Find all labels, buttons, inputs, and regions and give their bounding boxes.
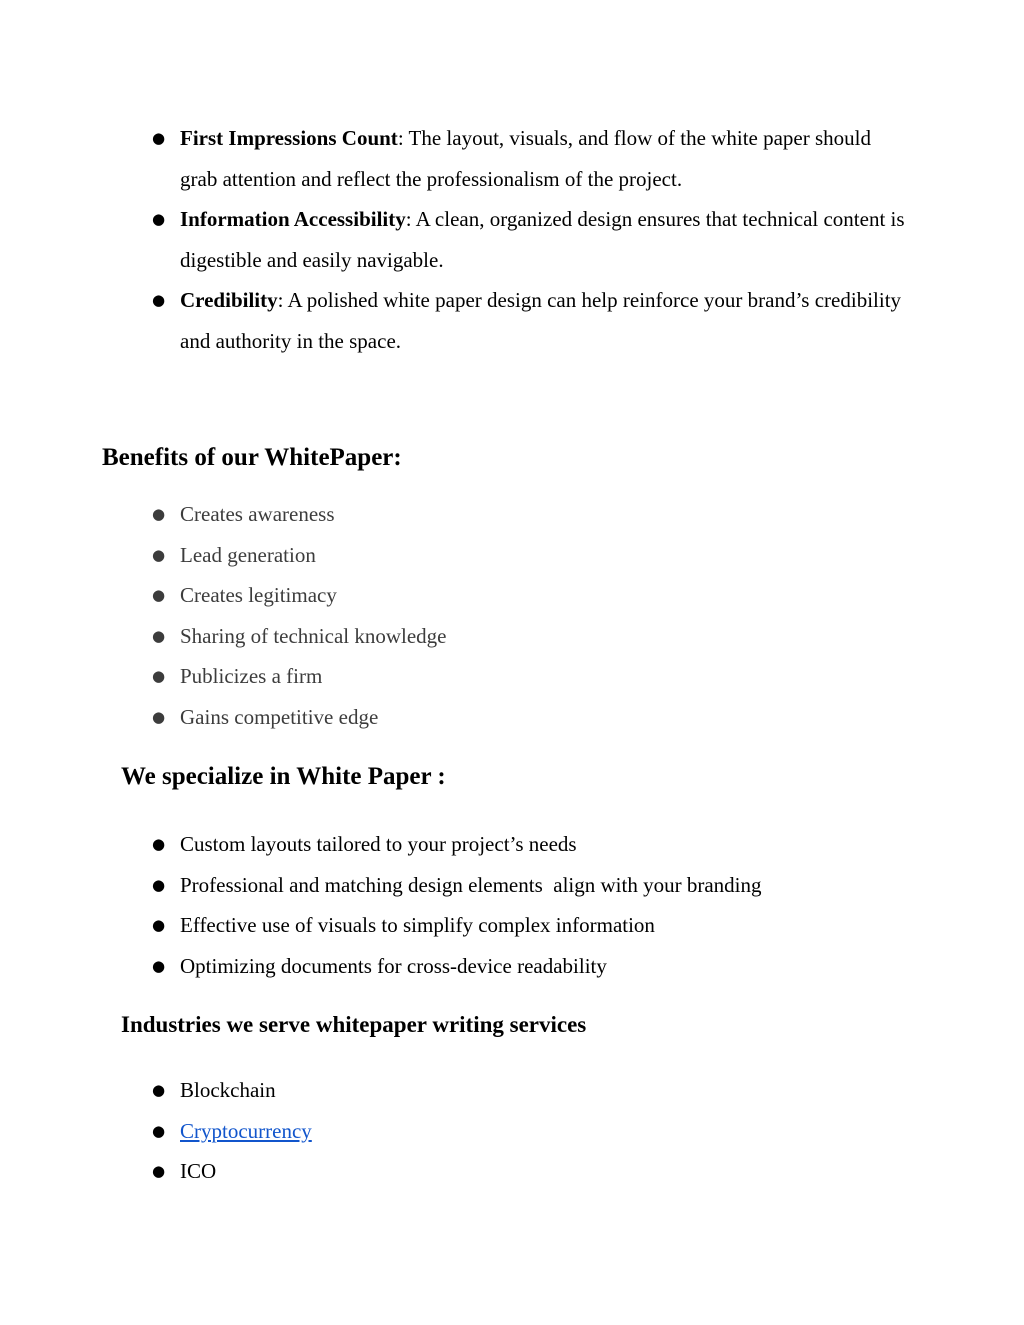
list-item [120,824,761,865]
list-item [120,118,910,199]
specialize-list [120,824,761,986]
list-item [120,1151,312,1192]
bullet-icon: ● [152,956,166,975]
list-item [120,656,447,697]
cryptocurrency-link[interactable]: Cryptocurrency [180,1118,312,1143]
list-item [120,946,761,987]
list-item-label: Effective use of visuals to simplify complex information [180,913,655,938]
bullet-icon: ● [152,1162,166,1181]
bullet-icon: ● [152,626,166,645]
list-item [120,865,761,906]
intro-points-list [120,118,910,361]
bullet-icon: ● [152,586,166,605]
list-item-label: Sharing of technical knowledge [180,623,447,648]
bullet-icon: ● [152,1081,166,1099]
bullet-icon: ● [152,667,166,686]
point-text: : The layout, visuals, and flow of the white paper should grab attention and reflect the professionalism of the project. [180,126,871,191]
list-item-label: Publicizes a firm [180,664,323,689]
list-item-label: Gains competitive edge [180,704,379,729]
list-item-label: ICO [180,1159,217,1184]
list-item-label: Optimizing documents for cross-device readability [180,953,607,978]
industries-list [120,1070,312,1192]
bullet-icon: ● [152,707,166,726]
point-term: First Impressions Count [180,126,398,150]
list-item-label: Creates legitimacy [180,583,337,608]
list-item-label: Lead generation [180,542,316,567]
list-item [120,280,910,361]
bullet-icon: ● [152,1121,166,1140]
point-text: : A clean, organized design ensures that technical content is digestible and easily navigable. [180,207,905,272]
list-item [120,905,761,946]
bullet-icon: ● [152,210,166,228]
bullet-icon: ● [152,835,166,853]
list-item-label: Professional and matching design elements align with your branding [180,872,762,897]
list-item [120,494,447,535]
list-item [120,575,447,616]
list-item [120,1070,312,1111]
bullet-icon: ● [152,291,166,309]
list-item-label: Blockchain [180,1078,276,1102]
list-item [120,1111,312,1152]
list-item [120,535,447,576]
bullet-icon: ● [152,916,166,935]
list-item-label: Creates awareness [180,502,335,526]
list-item-label: Custom layouts tailored to your project’s needs [180,832,577,856]
bullet-icon: ● [152,875,166,894]
point-term: Credibility [180,288,278,312]
benefits-heading: Benefits of our WhitePaper: [102,444,402,471]
point-term: Information Accessibility [180,207,406,231]
bullet-icon: ● [152,505,166,523]
benefits-list [120,494,447,738]
industries-heading: Industries we serve whitepaper writing services [121,1012,587,1037]
specialize-heading: We specialize in White Paper : [121,763,446,790]
list-item [120,697,447,738]
bullet-icon: ● [152,129,166,147]
list-item [120,199,910,280]
point-text: : A polished white paper design can help reinforce your brand’s credibility and authority in the space. [180,288,902,353]
bullet-icon: ● [152,545,166,564]
list-item [120,616,447,657]
